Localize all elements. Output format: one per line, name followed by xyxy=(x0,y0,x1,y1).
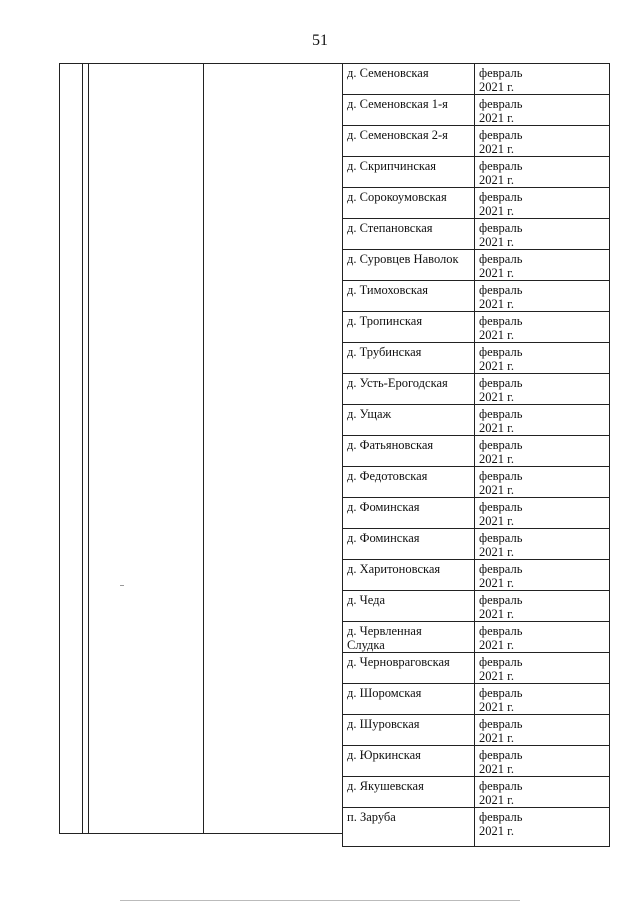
date-month: февраль xyxy=(479,655,523,669)
date-cell xyxy=(475,653,610,684)
page-number: 51 xyxy=(312,32,328,49)
date-cell xyxy=(475,250,610,281)
date-cell xyxy=(475,405,610,436)
table-row xyxy=(343,653,610,684)
schedule-table xyxy=(342,63,610,847)
settlement-name-cell: д. Тимоховская xyxy=(343,281,475,312)
date-year: 2021 г. xyxy=(479,111,514,125)
date-month: февраль xyxy=(479,748,523,762)
settlement-name-cell: д. Якушевская xyxy=(343,777,475,808)
table-row xyxy=(343,436,610,467)
date-cell xyxy=(475,343,610,374)
table-row xyxy=(343,250,610,281)
date-month: февраль xyxy=(479,407,523,421)
date-month: февраль xyxy=(479,221,523,235)
table-row xyxy=(343,64,610,95)
settlement-name-cell: д. Семеновская xyxy=(343,64,475,95)
date-year: 2021 г. xyxy=(479,328,514,342)
settlement-name-cell: д. Семеновская 1-я xyxy=(343,95,475,126)
date-cell xyxy=(475,746,610,777)
settlement-name-cell: д. Червленная Слудка xyxy=(343,622,475,653)
table-row xyxy=(343,808,610,847)
settlement-name-cell: д. Шоромская xyxy=(343,684,475,715)
table-row xyxy=(343,715,610,746)
settlement-name-cell: д. Фатьяновская xyxy=(343,436,475,467)
settlement-name-cell: д. Фоминская xyxy=(343,529,475,560)
date-month: февраль xyxy=(479,624,523,638)
date-cell xyxy=(475,498,610,529)
date-month: февраль xyxy=(479,190,523,204)
date-year: 2021 г. xyxy=(479,483,514,497)
date-month: февраль xyxy=(479,283,523,297)
table-row xyxy=(343,684,610,715)
settlement-name-cell: д. Суровцев Наволок xyxy=(343,250,475,281)
settlement-name-cell: д. Скрипчинская xyxy=(343,157,475,188)
date-year: 2021 г. xyxy=(479,700,514,714)
table-row xyxy=(343,746,610,777)
settlement-name-cell: д. Чеда xyxy=(343,591,475,622)
date-cell xyxy=(475,157,610,188)
date-cell xyxy=(475,467,610,498)
date-month: февраль xyxy=(479,500,523,514)
date-year: 2021 г. xyxy=(479,669,514,683)
date-month: февраль xyxy=(479,686,523,700)
column-rule-1 xyxy=(59,63,60,833)
table-row xyxy=(343,95,610,126)
schedule-table-body xyxy=(343,64,610,847)
date-cell xyxy=(475,808,610,847)
date-month: февраль xyxy=(479,97,523,111)
date-cell xyxy=(475,622,610,653)
date-cell xyxy=(475,312,610,343)
settlement-name-cell: д. Степановская xyxy=(343,219,475,250)
table-row xyxy=(343,219,610,250)
settlement-name-cell: д. Шуровская xyxy=(343,715,475,746)
date-month: февраль xyxy=(479,314,523,328)
table-row xyxy=(343,777,610,808)
date-year: 2021 г. xyxy=(479,793,514,807)
date-year: 2021 г. xyxy=(479,545,514,559)
date-year: 2021 г. xyxy=(479,173,514,187)
date-cell xyxy=(475,436,610,467)
date-year: 2021 г. xyxy=(479,390,514,404)
date-year: 2021 г. xyxy=(479,452,514,466)
date-cell xyxy=(475,529,610,560)
date-year: 2021 г. xyxy=(479,235,514,249)
table-row xyxy=(343,622,610,653)
date-cell xyxy=(475,374,610,405)
settlement-name-cell: д. Федотовская xyxy=(343,467,475,498)
date-year: 2021 г. xyxy=(479,142,514,156)
settlement-name-cell: д. Харитоновская xyxy=(343,560,475,591)
settlement-name-cell: д. Юркинская xyxy=(343,746,475,777)
table-row xyxy=(343,188,610,219)
date-cell xyxy=(475,684,610,715)
table-row xyxy=(343,467,610,498)
date-cell xyxy=(475,188,610,219)
date-year: 2021 г. xyxy=(479,731,514,745)
date-month: февраль xyxy=(479,562,523,576)
date-cell xyxy=(475,591,610,622)
settlement-name-cell: д. Сорокоумовская xyxy=(343,188,475,219)
date-month: февраль xyxy=(479,345,523,359)
date-year: 2021 г. xyxy=(479,204,514,218)
date-year: 2021 г. xyxy=(479,359,514,373)
date-month: февраль xyxy=(479,717,523,731)
date-cell xyxy=(475,777,610,808)
date-cell xyxy=(475,126,610,157)
date-cell xyxy=(475,95,610,126)
date-cell xyxy=(475,560,610,591)
date-cell xyxy=(475,281,610,312)
date-month: февраль xyxy=(479,779,523,793)
date-year: 2021 г. xyxy=(479,266,514,280)
date-year: 2021 г. xyxy=(479,762,514,776)
scan-bottom-edge xyxy=(120,900,520,901)
date-month: февраль xyxy=(479,252,523,266)
date-year: 2021 г. xyxy=(479,80,514,94)
column-rule-3 xyxy=(88,63,89,833)
table-row xyxy=(343,405,610,436)
settlement-name-cell: д. Семеновская 2-я xyxy=(343,126,475,157)
date-cell xyxy=(475,219,610,250)
settlement-name-cell: п. Заруба xyxy=(343,808,475,847)
table-row xyxy=(343,374,610,405)
date-year: 2021 г. xyxy=(479,576,514,590)
date-month: февраль xyxy=(479,66,523,80)
date-month: февраль xyxy=(479,376,523,390)
date-cell xyxy=(475,715,610,746)
table-row xyxy=(343,529,610,560)
settlement-name-cell: д. Фоминская xyxy=(343,498,475,529)
column-rule-2 xyxy=(82,63,83,833)
column-rule-4 xyxy=(203,63,204,833)
date-year: 2021 г. xyxy=(479,297,514,311)
date-year: 2021 г. xyxy=(479,421,514,435)
table-row xyxy=(343,498,610,529)
settlement-name-cell: д. Трубинская xyxy=(343,343,475,374)
date-month: февраль xyxy=(479,159,523,173)
date-year: 2021 г. xyxy=(479,514,514,528)
table-bottom-rule xyxy=(59,833,342,834)
date-year: 2021 г. xyxy=(479,607,514,621)
date-month: февраль xyxy=(479,810,523,824)
settlement-name-cell: д. Черновраговская xyxy=(343,653,475,684)
table-row xyxy=(343,281,610,312)
date-month: февраль xyxy=(479,128,523,142)
table-row xyxy=(343,126,610,157)
date-cell xyxy=(475,64,610,95)
date-month: февраль xyxy=(479,469,523,483)
date-year: 2021 г. xyxy=(479,638,514,652)
table-top-rule xyxy=(59,63,342,64)
table-row xyxy=(343,312,610,343)
date-year: 2021 г. xyxy=(479,824,514,838)
table-row xyxy=(343,560,610,591)
date-month: февраль xyxy=(479,438,523,452)
date-month: февраль xyxy=(479,593,523,607)
table-row xyxy=(343,157,610,188)
table-row xyxy=(343,343,610,374)
scan-artifact xyxy=(120,585,124,586)
table-row xyxy=(343,591,610,622)
settlement-name-cell: д. Усть-Ерогодская xyxy=(343,374,475,405)
settlement-name-cell: д. Тропинская xyxy=(343,312,475,343)
settlement-name-cell: д. Ущаж xyxy=(343,405,475,436)
date-month: февраль xyxy=(479,531,523,545)
